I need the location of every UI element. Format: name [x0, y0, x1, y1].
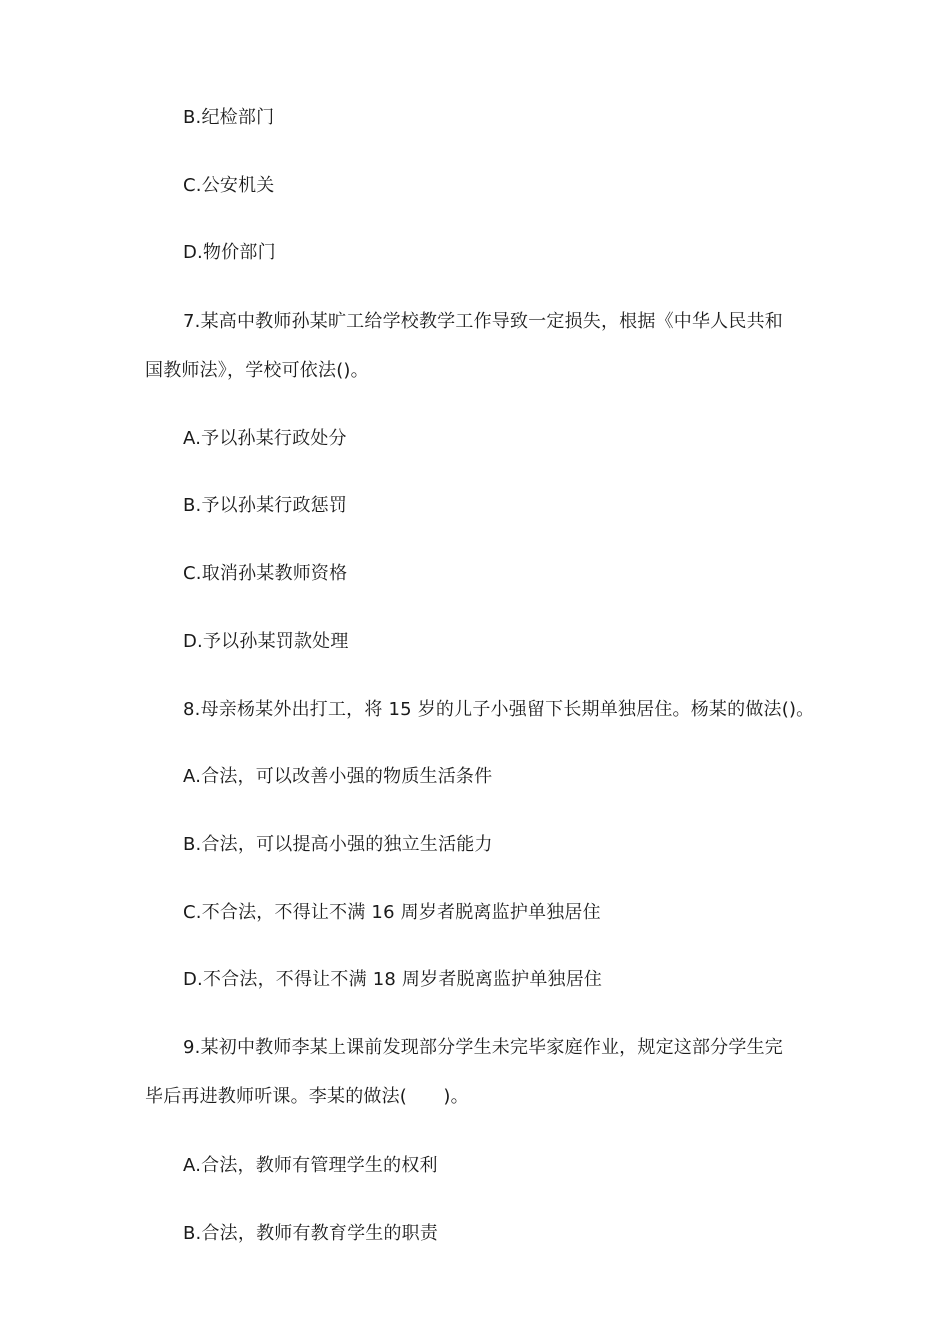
option-8a: A.合法，可以改善小强的物质生活条件: [183, 766, 493, 787]
option-7d: D.予以孙某罚款处理: [183, 631, 349, 652]
question-9-line-1: 9.某初中教师李某上课前发现部分学生未完毕家庭作业，规定这部分学生完: [183, 1037, 783, 1058]
question-7-line-1: 7.某高中教师孙某旷工给学校教学工作导致一定损失，根据《中华人民共和: [183, 311, 783, 332]
option-9b: B.合法，教师有教育学生的职责: [183, 1223, 439, 1244]
question-8: 8.母亲杨某外出打工，将 15 岁的儿子小强留下长期单独居住。杨某的做法()。: [183, 699, 815, 720]
option-7c: C.取消孙某教师资格: [183, 563, 348, 584]
option-8d: D.不合法，不得让不满 18 周岁者脱离监护单独居住: [183, 969, 603, 990]
option-8b: B.合法，可以提高小强的独立生活能力: [183, 834, 493, 855]
question-7-line-2: 国教师法》，学校可依法()。: [145, 360, 369, 381]
option-7b: B.予以孙某行政惩罚: [183, 495, 348, 516]
option-6d: D.物价部门: [183, 242, 276, 263]
option-7a: A.予以孙某行政处分: [183, 428, 347, 449]
option-6c: C.公安机关: [183, 175, 275, 196]
question-9-line-2: 毕后再进教师听课。李某的做法( )。: [145, 1086, 469, 1107]
option-9a: A.合法，教师有管理学生的权利: [183, 1155, 438, 1176]
option-8c: C.不合法，不得让不满 16 周岁者脱离监护单独居住: [183, 902, 601, 923]
option-6b: B.纪检部门: [183, 107, 275, 128]
